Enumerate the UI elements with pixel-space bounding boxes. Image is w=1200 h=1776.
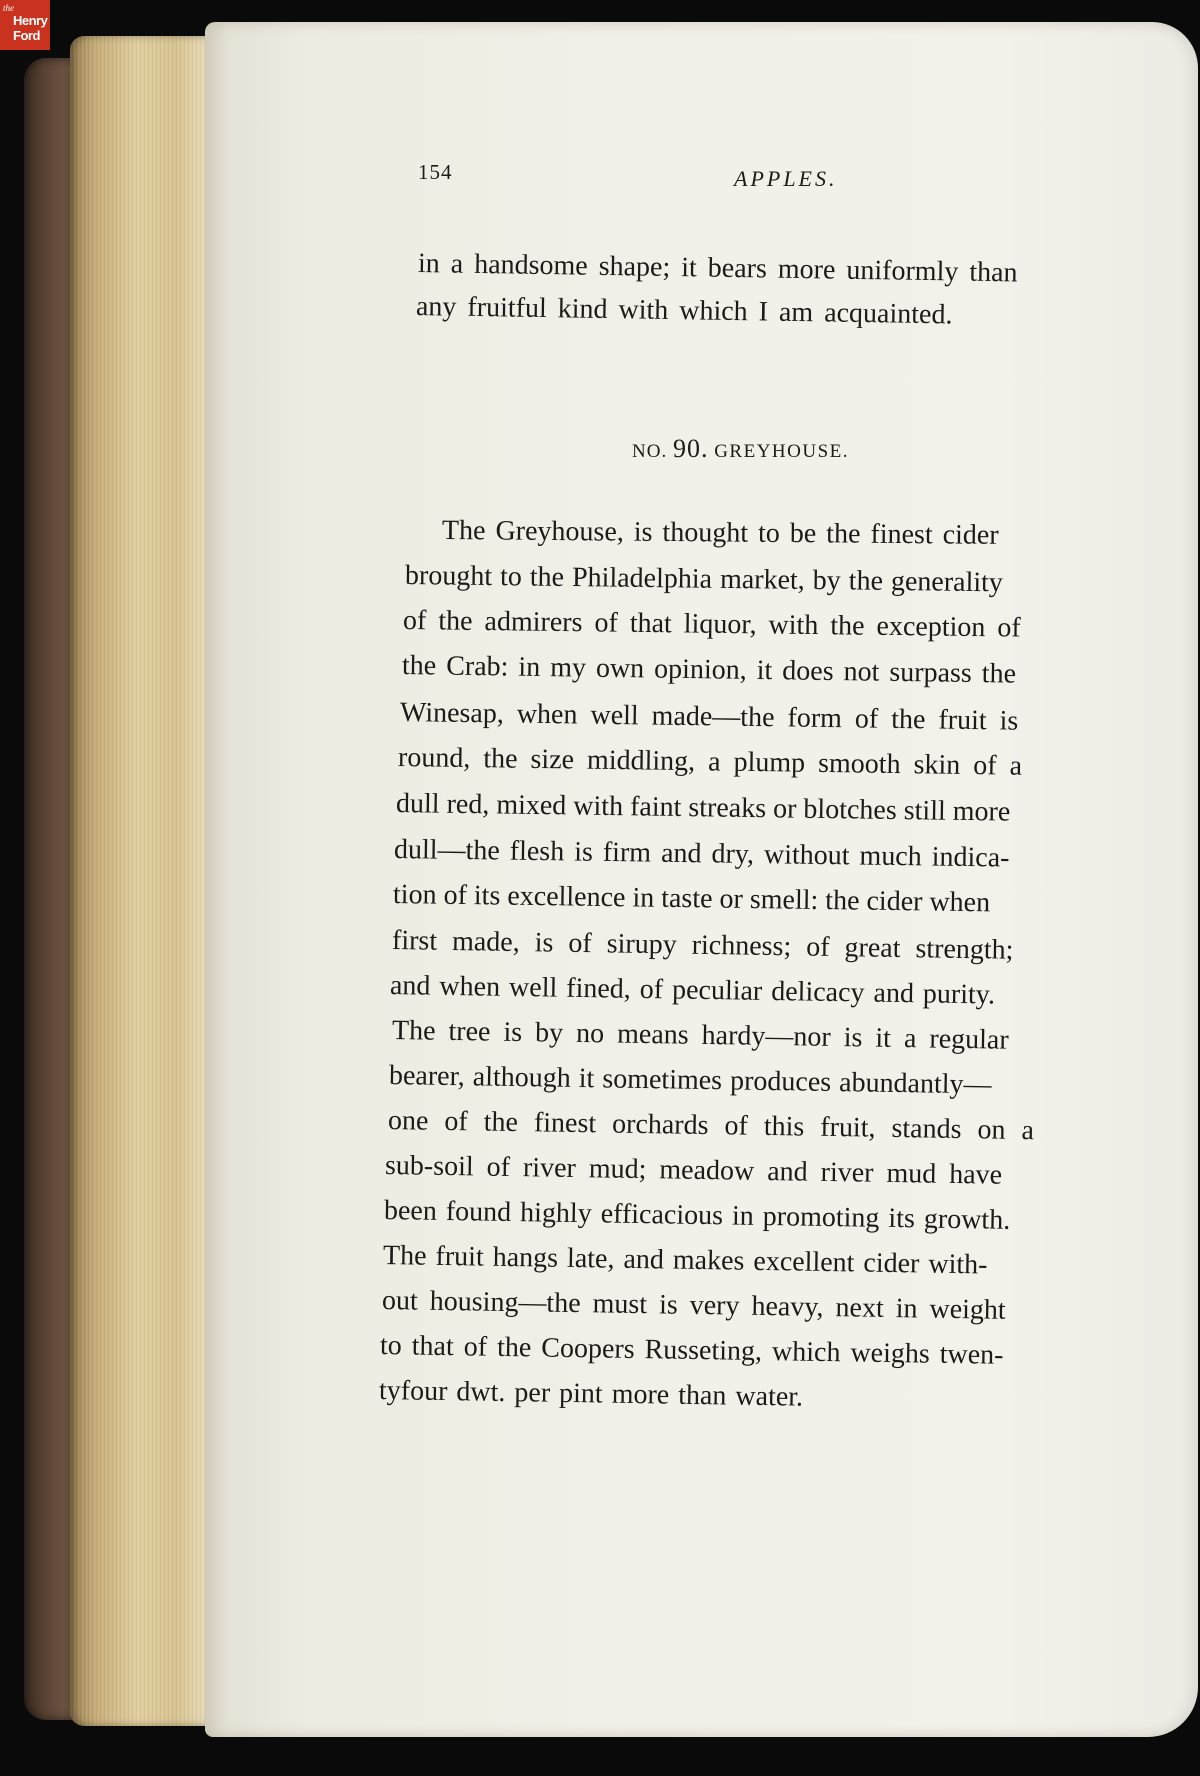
body-line: Winesap, when well made—the form of the fruit is (399, 697, 1019, 737)
page-number: 154 (418, 160, 453, 184)
logo-the: the (3, 3, 14, 13)
body-line: brought to the Philadelphia market, by the generality (404, 560, 1004, 599)
body-line: first made, is of sirupy richness; of great strength; (391, 925, 1014, 966)
body-line: sub-soil of river mud; meadow and river mud have (384, 1150, 1003, 1191)
body-line: dull—the flesh is firm and dry, without much indica- (393, 834, 1010, 874)
logo-ford: Ford (13, 28, 40, 43)
body-line: round, the size middling, a plump smooth skin of a (397, 742, 1023, 782)
body-line: to that of the Coopers Russeting, which weighs twen- (379, 1330, 1004, 1371)
heading-title: GREYHOUSE. (714, 441, 850, 462)
body-line: tyfour dwt. per pint more than water. (378, 1375, 804, 1413)
heading-number: 90. (672, 434, 709, 463)
body-line: one of the finest orchards of this fruit, stands on a (387, 1105, 1035, 1147)
body-line: bearer, although it sometimes produces abundantly— (388, 1060, 992, 1101)
heading-prefix: NO. (632, 441, 668, 462)
body-line: of the admirers of that liquor, with the exception of (402, 605, 1021, 644)
logo-henry: Henry (13, 13, 48, 28)
body-line: tion of its excellence in taste or smell: the cider when (392, 879, 991, 919)
body-line: The Greyhouse, is thought to be the finest cider (441, 515, 999, 551)
body-line: been found highly efficacious in promoting its growth. (383, 1195, 1011, 1236)
section-heading (632, 434, 849, 464)
body-line: and when well fined, of peculiar delicacy and purity. (389, 970, 996, 1011)
intro-line: any fruitful kind with which I am acquainted. (415, 291, 953, 331)
body-line: dull red, mixed with faint streaks or blotches still more (395, 788, 1011, 828)
running-head: APPLES. (734, 166, 838, 191)
henry-ford-logo (0, 0, 50, 50)
page-block-edge (70, 36, 220, 1726)
intro-line: in a handsome shape; it bears more uniformly than (417, 248, 1018, 289)
body-line: The fruit hangs late, and makes excellent cider with- (382, 1240, 988, 1281)
body-line: The tree is by no means hardy—nor is it a regular (391, 1015, 1009, 1056)
body-line: the Crab: in my own opinion, it does not surpass the (401, 650, 1017, 690)
body-line: out housing—the must is very heavy, next in weight (381, 1285, 1006, 1326)
